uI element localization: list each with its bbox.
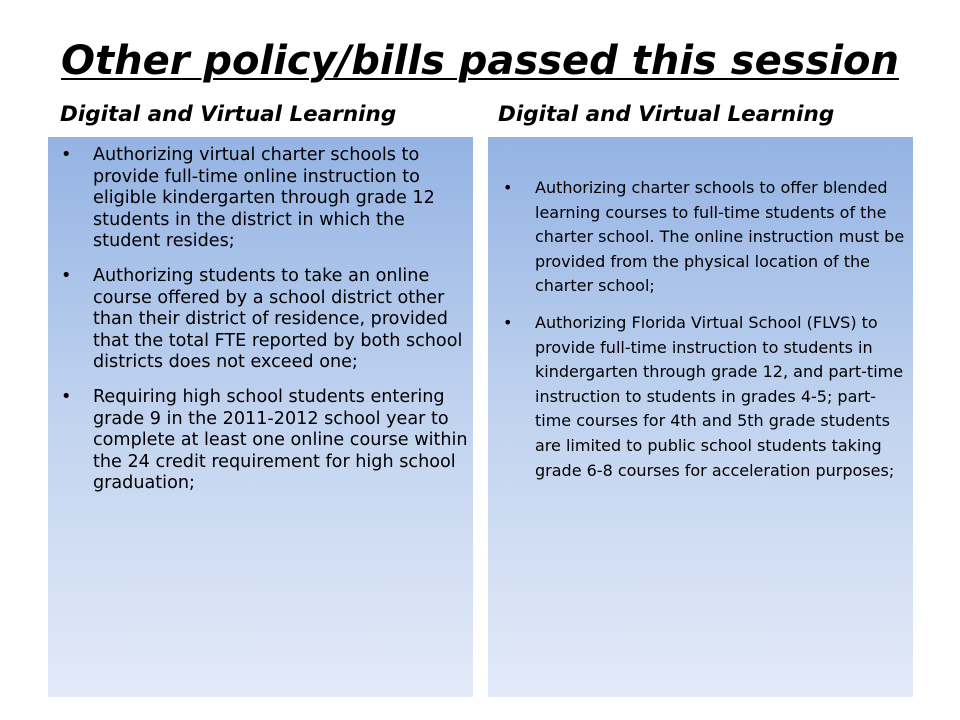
list-item	[503, 311, 910, 483]
left-content-panel	[48, 137, 473, 697]
bullet-text: Authorizing Florida Virtual School (FLVS) to provide full-time instruction to students in kindergarten through grade 12, and part-time instruction to students in grades 4-5; part-time courses for 4th and 5th grade students are limited to public school students taking grade 6-8 courses for acceleration purposes;	[535, 312, 904, 480]
left-bullet-list	[61, 145, 468, 508]
list-item	[503, 176, 910, 299]
list-item	[61, 145, 468, 253]
bullet-text: Requiring high school students entering grade 9 in the 2011-2012 school year to complete at least one online course within the 24 credit requirement for high school graduation;	[93, 386, 468, 494]
bullet-text: Authorizing virtual charter schools to provide full-time online instruction to eligible kindergarten through grade 12 students in the district in which the student resides;	[93, 145, 435, 252]
left-column-heading: Digital and Virtual Learning	[60, 102, 397, 127]
bullet-icon: •	[61, 386, 72, 407]
bullet-text: Authorizing charter schools to offer blended learning courses to full-time students of the charter school. The online instruction must be provided from the physical location of the charter school;	[535, 178, 905, 296]
slide-title: Other policy/bills passed this session	[60, 38, 899, 84]
list-item	[61, 265, 468, 374]
list-item	[61, 386, 468, 495]
bullet-text: Authorizing students to take an online course offered by a school district other than their district of residence, provided that the total FTE reported by both school districts does not exceed one;	[93, 265, 463, 373]
bullet-icon: •	[61, 145, 72, 165]
right-content-panel	[488, 137, 913, 697]
right-column-heading: Digital and Virtual Learning	[498, 102, 835, 127]
bullet-icon: •	[61, 265, 72, 286]
bullet-icon: •	[503, 312, 513, 332]
right-bullet-list	[503, 176, 910, 495]
bullet-icon: •	[503, 178, 513, 197]
